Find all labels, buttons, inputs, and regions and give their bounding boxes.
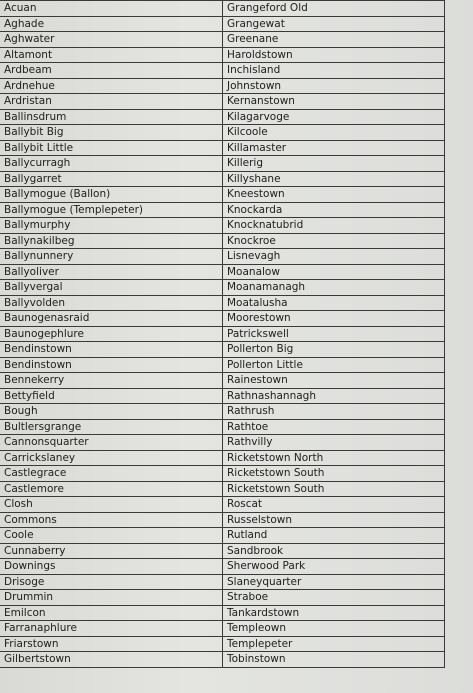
table-row (0, 171, 445, 187)
townland-name-left: Cunnaberry (0, 543, 223, 559)
townland-name-right: Kilagarvoge (223, 109, 445, 125)
table-row (0, 1, 445, 17)
table-row (0, 280, 445, 296)
townland-name-right: Knockarda (223, 202, 445, 218)
townland-name-left: Baunogenasraid (0, 311, 223, 327)
townland-name-left: Ballynunnery (0, 249, 223, 265)
table-row (0, 47, 445, 63)
townland-name-left: Bennekerry (0, 373, 223, 389)
townland-name-left: Bendinstown (0, 342, 223, 358)
townland-table-body (0, 1, 445, 668)
townland-name-right: Kilcoole (223, 125, 445, 141)
table-row (0, 388, 445, 404)
townland-name-right: Russelstown (223, 512, 445, 528)
table-row (0, 311, 445, 327)
townland-name-left: Ballycurragh (0, 156, 223, 172)
townland-name-left: Ardbeam (0, 63, 223, 79)
townland-name-right: Ricketstown South (223, 481, 445, 497)
townland-name-left: Friarstown (0, 636, 223, 652)
table-row (0, 373, 445, 389)
townland-name-left: Ballybit Little (0, 140, 223, 156)
townland-name-left: Downings (0, 559, 223, 575)
townland-name-right: Rathnashannagh (223, 388, 445, 404)
townland-name-left: Gilbertstown (0, 652, 223, 668)
townland-name-left: Bendinstown (0, 357, 223, 373)
townland-name-left: Cannonsquarter (0, 435, 223, 451)
townland-name-right: Straboe (223, 590, 445, 606)
table-row (0, 94, 445, 110)
table-row (0, 528, 445, 544)
table-row (0, 264, 445, 280)
townland-name-right: Knocknatubrid (223, 218, 445, 234)
table-row (0, 435, 445, 451)
table-row (0, 481, 445, 497)
townland-name-right: Tankardstown (223, 605, 445, 621)
townland-name-left: Coole (0, 528, 223, 544)
townland-name-left: Ardnehue (0, 78, 223, 94)
table-row (0, 590, 445, 606)
townland-name-right: Pollerton Big (223, 342, 445, 358)
townland-name-left: Ballinsdrum (0, 109, 223, 125)
townland-name-left: Ballyvolden (0, 295, 223, 311)
townland-name-right: Johnstown (223, 78, 445, 94)
townland-name-right: Moanalow (223, 264, 445, 280)
townland-name-left: Ballymogue (Ballon) (0, 187, 223, 203)
townland-name-left: Ballygarret (0, 171, 223, 187)
townland-name-left: Farranaphlure (0, 621, 223, 637)
townland-name-left: Drisoge (0, 574, 223, 590)
townland-name-left: Aghwater (0, 32, 223, 48)
table-row (0, 109, 445, 125)
table-row (0, 218, 445, 234)
townland-name-right: Ricketstown North (223, 450, 445, 466)
townland-name-left: Emilcon (0, 605, 223, 621)
table-row (0, 63, 445, 79)
table-row (0, 125, 445, 141)
townland-name-left: Ballybit Big (0, 125, 223, 141)
townland-name-right: Pollerton Little (223, 357, 445, 373)
townland-name-right: Sandbrook (223, 543, 445, 559)
table-row (0, 295, 445, 311)
townland-name-right: Kernanstown (223, 94, 445, 110)
townland-name-left: Ballynakilbeg (0, 233, 223, 249)
table-row (0, 543, 445, 559)
townland-name-left: Ballymurphy (0, 218, 223, 234)
table-row (0, 32, 445, 48)
table-row (0, 512, 445, 528)
townland-name-right: Slaneyquarter (223, 574, 445, 590)
table-row (0, 636, 445, 652)
townland-name-right: Knockroe (223, 233, 445, 249)
townland-name-right: Kneestown (223, 187, 445, 203)
townland-name-right: Grangeford Old (223, 1, 445, 17)
townland-name-left: Drummin (0, 590, 223, 606)
townland-name-right: Haroldstown (223, 47, 445, 63)
table-row (0, 202, 445, 218)
townland-name-left: Aghade (0, 16, 223, 32)
table-row (0, 156, 445, 172)
table-row (0, 16, 445, 32)
table-row (0, 326, 445, 342)
table-row (0, 497, 445, 513)
townland-name-right: Moanamanagh (223, 280, 445, 296)
townland-name-left: Acuan (0, 1, 223, 17)
table-row (0, 249, 445, 265)
townland-name-right: Grangewat (223, 16, 445, 32)
townland-name-left: Bettyfield (0, 388, 223, 404)
table-row (0, 140, 445, 156)
townland-name-right: Rainestown (223, 373, 445, 389)
table-row (0, 621, 445, 637)
table-row (0, 466, 445, 482)
townland-name-right: Templeown (223, 621, 445, 637)
townland-name-left: Castlemore (0, 481, 223, 497)
townland-name-right: Killyshane (223, 171, 445, 187)
townland-name-left: Baunogephlure (0, 326, 223, 342)
townland-name-left: Carrickslaney (0, 450, 223, 466)
townland-name-right: Moatalusha (223, 295, 445, 311)
townland-name-right: Moorestown (223, 311, 445, 327)
townland-name-right: Killamaster (223, 140, 445, 156)
townland-name-left: Commons (0, 512, 223, 528)
townland-name-right: Inchisland (223, 63, 445, 79)
table-row (0, 357, 445, 373)
townland-name-left: Ballyvergal (0, 280, 223, 296)
townland-name-right: Rathrush (223, 404, 445, 420)
townland-name-right: Sherwood Park (223, 559, 445, 575)
table-row (0, 233, 445, 249)
townland-name-right: Roscat (223, 497, 445, 513)
townland-name-right: Lisnevagh (223, 249, 445, 265)
townland-name-right: Greenane (223, 32, 445, 48)
townland-name-left: Ballymogue (Templepeter) (0, 202, 223, 218)
townland-name-right: Rathtoe (223, 419, 445, 435)
table-row (0, 605, 445, 621)
townland-name-left: Altamont (0, 47, 223, 63)
table-row (0, 404, 445, 420)
townland-name-right: Tobinstown (223, 652, 445, 668)
table-row (0, 342, 445, 358)
table-row (0, 450, 445, 466)
table-row (0, 652, 445, 668)
townland-name-right: Killerig (223, 156, 445, 172)
townland-name-left: Bultlersgrange (0, 419, 223, 435)
townland-name-right: Patrickswell (223, 326, 445, 342)
table-row (0, 559, 445, 575)
townland-name-left: Closh (0, 497, 223, 513)
table-row (0, 187, 445, 203)
townland-name-left: Ardristan (0, 94, 223, 110)
townland-name-right: Rathvilly (223, 435, 445, 451)
townland-name-left: Ballyoliver (0, 264, 223, 280)
table-row (0, 419, 445, 435)
townland-name-left: Castlegrace (0, 466, 223, 482)
townland-name-left: Bough (0, 404, 223, 420)
townland-name-right: Rutland (223, 528, 445, 544)
townland-name-right: Templepeter (223, 636, 445, 652)
table-row (0, 78, 445, 94)
table-row (0, 574, 445, 590)
townland-name-right: Ricketstown South (223, 466, 445, 482)
